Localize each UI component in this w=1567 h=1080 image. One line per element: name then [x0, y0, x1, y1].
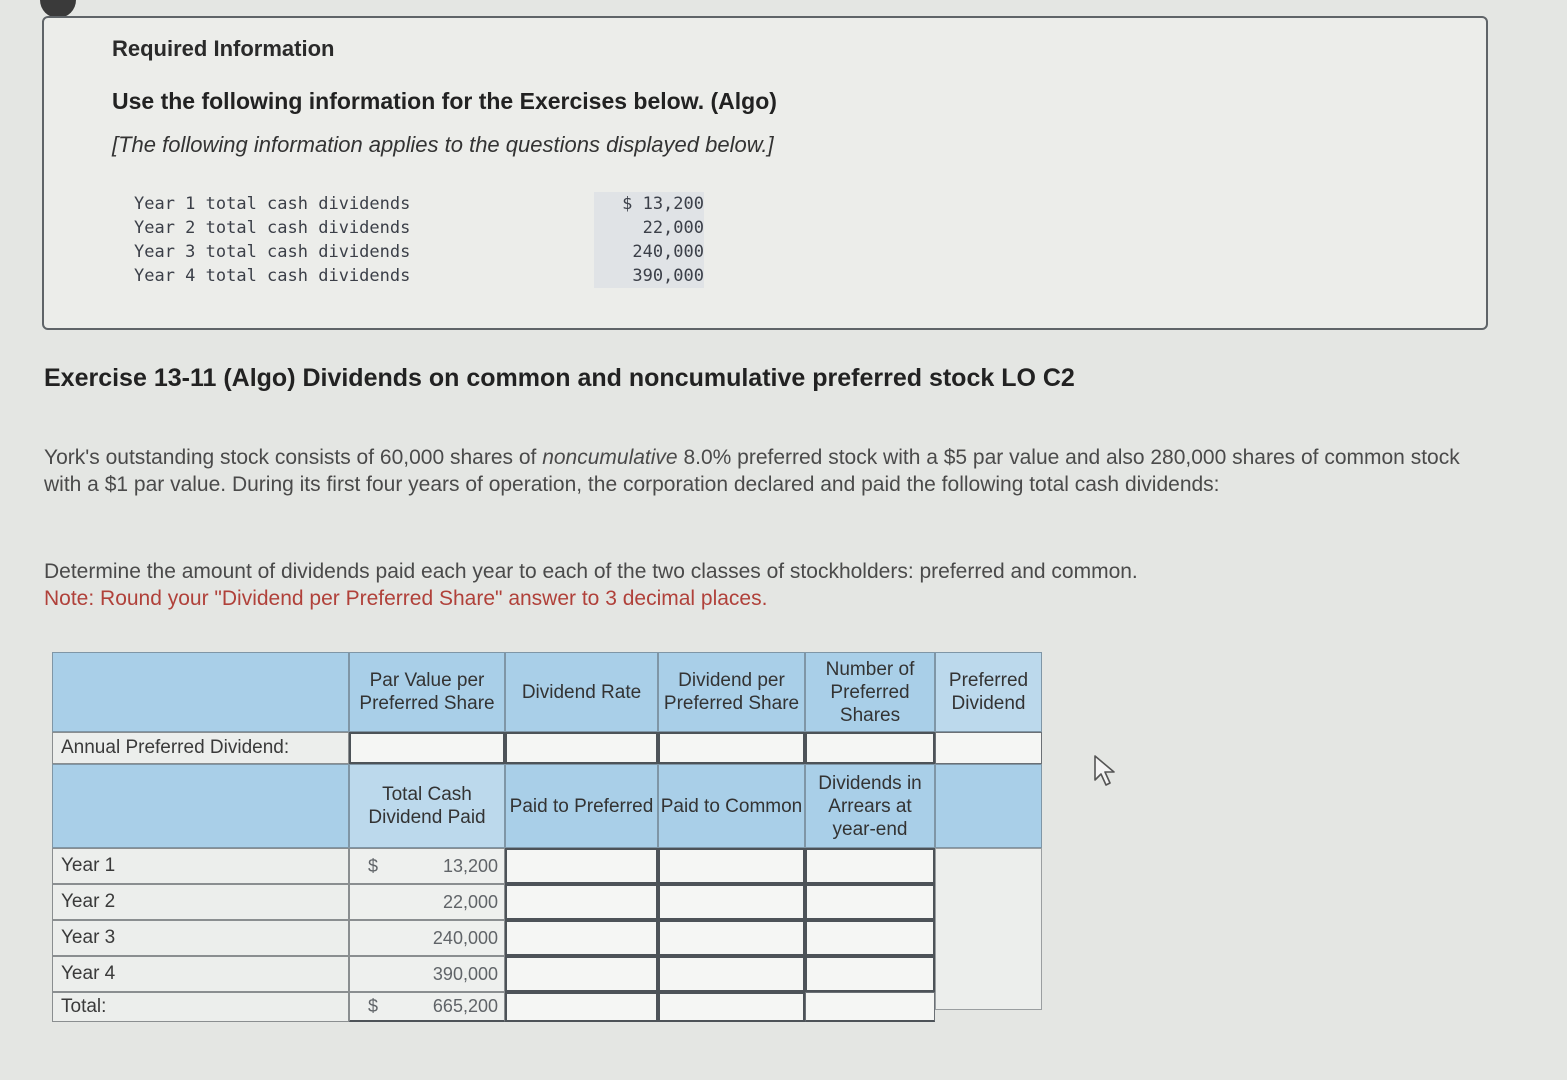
dividend-label: Year 2 total cash dividends — [134, 218, 411, 238]
paid-to-preferred-year-1[interactable] — [505, 848, 658, 884]
header-paid-to-common: Paid to Common — [658, 764, 805, 848]
row-label-year-4: Year 4 — [52, 956, 349, 992]
header-dividend-rate: Dividend Rate — [505, 652, 658, 732]
preferred-dividend-input[interactable] — [935, 732, 1042, 764]
total-cash-total — [349, 992, 505, 1022]
paid-to-preferred-year-2[interactable] — [505, 884, 658, 920]
amount: 13,200 — [442, 855, 498, 876]
dividend-rate-input[interactable] — [505, 732, 658, 764]
dividend-value: 240,000 — [594, 240, 704, 264]
required-information-panel — [42, 16, 1488, 330]
instruction-text: Determine the amount of dividends paid each year to each of the two classes of stockholders: preferred and common. — [44, 560, 1138, 583]
description-emphasis: noncumulative — [542, 446, 678, 469]
dividend-per-share-input[interactable] — [658, 732, 805, 764]
dividend-worksheet — [52, 652, 1042, 1022]
total-cash-year-4 — [349, 956, 505, 992]
total-cash-year-3 — [349, 920, 505, 956]
header-dividend-per-share: Dividend per Preferred Share — [658, 652, 805, 732]
amount: 390,000 — [432, 963, 498, 984]
header-preferred-dividend: Preferred Dividend — [935, 652, 1042, 732]
arrears-total — [805, 992, 935, 1022]
exercise-description — [44, 444, 1464, 498]
dividend-row — [134, 192, 704, 216]
header-blank — [52, 652, 349, 732]
arrears-year-4[interactable] — [805, 956, 935, 992]
total-cash-year-1 — [349, 848, 505, 884]
dividend-row — [134, 240, 704, 264]
annual-preferred-dividend-label: Annual Preferred Dividend: — [52, 732, 349, 764]
total-cash-year-2 — [349, 884, 505, 920]
header2-right-blank — [935, 764, 1042, 848]
right-blank-column — [935, 848, 1042, 1010]
info-note: [The following information applies to the questions displayed below.] — [112, 132, 774, 157]
header-par-value: Par Value per Preferred Share — [349, 652, 505, 732]
dividend-value: $ 13,200 — [594, 192, 704, 216]
paid-to-common-year-4[interactable] — [658, 956, 805, 992]
info-subtitle: Use the following information for the Exercises below. (Algo) — [112, 88, 777, 114]
header-paid-to-preferred: Paid to Preferred — [505, 764, 658, 848]
rounding-note: Note: Round your "Dividend per Preferred Share" answer to 3 decimal places. — [44, 587, 768, 610]
dividend-label: Year 4 total cash dividends — [134, 266, 411, 286]
amount: 665,200 — [432, 996, 498, 1016]
dividend-value: 390,000 — [594, 264, 704, 288]
paid-to-common-year-3[interactable] — [658, 920, 805, 956]
cash-dividends-table — [134, 192, 704, 288]
currency-symbol: $ — [368, 996, 379, 1016]
arrears-year-3[interactable] — [805, 920, 935, 956]
exercise-instruction — [44, 558, 1464, 612]
paid-to-common-year-1[interactable] — [658, 848, 805, 884]
par-value-input[interactable] — [349, 732, 505, 764]
info-title: Required Information — [112, 36, 335, 61]
paid-to-preferred-year-3[interactable] — [505, 920, 658, 956]
paid-to-common-total[interactable] — [658, 992, 805, 1022]
row-label-year-1: Year 1 — [52, 848, 349, 884]
description-part: 8.0% preferred stock with a $5 par value and also 280,000 shares of common stock with a $1 par value. During its first four years of operation, the corporation declared and paid the following total cash dividends: — [44, 446, 1460, 496]
description-part: York's outstanding stock consists of 60,000 shares of — [44, 446, 543, 469]
mouse-pointer-icon — [1092, 754, 1122, 788]
paid-to-common-year-2[interactable] — [658, 884, 805, 920]
arrears-year-1[interactable] — [805, 848, 935, 884]
dividend-label: Year 1 total cash dividends — [134, 194, 411, 214]
header-dividends-in-arrears: Dividends in Arrears at year-end — [805, 764, 935, 848]
row-label-total: Total: — [52, 992, 349, 1022]
number-of-shares-input[interactable] — [805, 732, 935, 764]
dividend-row — [134, 216, 704, 240]
dividend-value: 22,000 — [594, 216, 704, 240]
dividend-row — [134, 264, 704, 288]
arrears-year-2[interactable] — [805, 884, 935, 920]
paid-to-preferred-total[interactable] — [505, 992, 658, 1022]
header2-blank — [52, 764, 349, 848]
row-label-year-2: Year 2 — [52, 884, 349, 920]
exercise-title: Exercise 13-11 (Algo) Dividends on common and noncumulative preferred stock LO C2 — [44, 364, 1075, 392]
dividend-label: Year 3 total cash dividends — [134, 242, 411, 262]
header-total-cash-paid: Total Cash Dividend Paid — [349, 764, 505, 848]
header-number-of-shares: Number of Preferred Shares — [805, 652, 935, 732]
currency-symbol: $ — [368, 855, 379, 876]
row-label-year-3: Year 3 — [52, 920, 349, 956]
amount: 22,000 — [442, 891, 498, 912]
paid-to-preferred-year-4[interactable] — [505, 956, 658, 992]
amount: 240,000 — [432, 927, 498, 948]
